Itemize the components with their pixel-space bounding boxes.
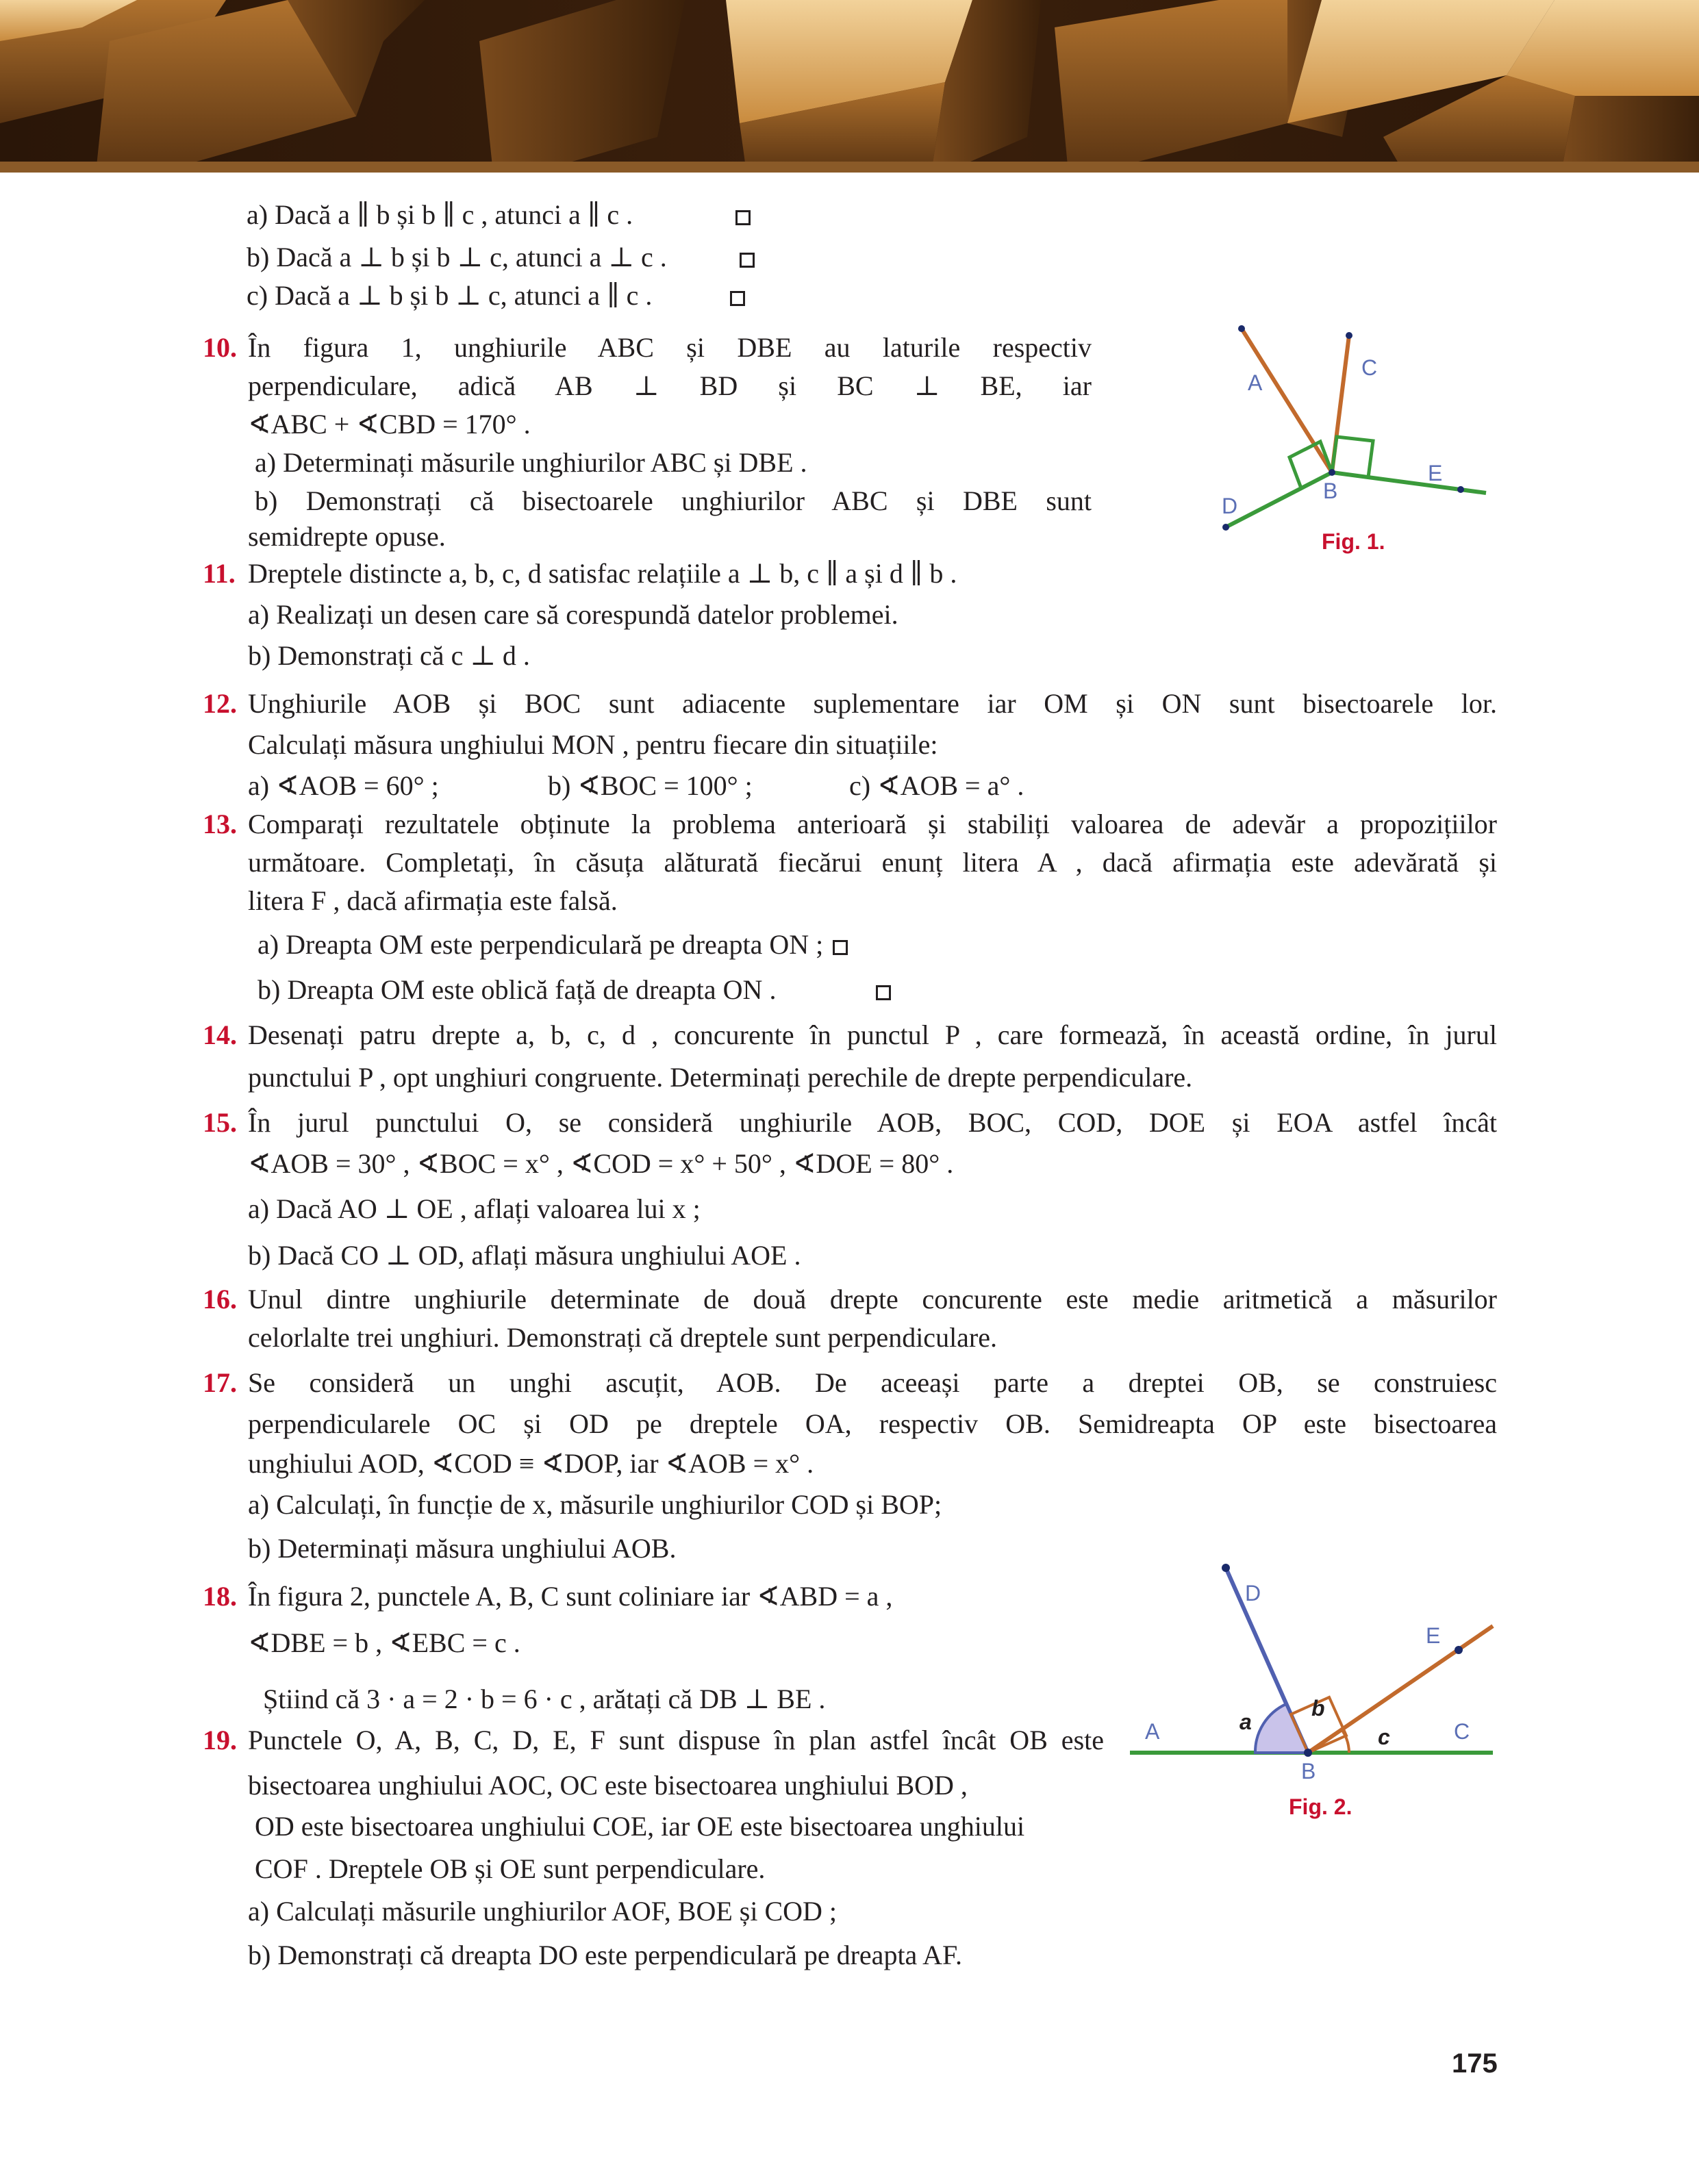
p10-line: b) Demonstrați că bisectoarele unghiurilor ABC și DBE sunt — [255, 485, 1092, 516]
p10-line: a) Determinați măsurile unghiurilor ABC și DBE . — [255, 447, 807, 478]
label-c: C — [1454, 1719, 1470, 1744]
p11-line: a) Realizați un desen care să corespundă datelor problemei. — [248, 599, 898, 630]
p11-line: Dreptele distincte a, b, c, d satisfac relațiile a ⊥ b, c ∥ a și d ∥ b . — [248, 558, 957, 589]
p13-line: Comparați rezultatele obținute la problema anterioară și stabiliți valoarea de adevăr a propozițiilor — [248, 809, 1497, 839]
label-e: E — [1426, 1623, 1441, 1648]
p9-option-b — [247, 240, 755, 275]
answer-checkbox[interactable] — [735, 210, 751, 225]
figure-caption: Fig. 2. — [1289, 1794, 1352, 1819]
point-marker — [1222, 524, 1229, 531]
p19-line: OD este bisectoarea unghiului COE, iar OE este bisectoarea unghiului — [255, 1811, 1025, 1842]
p9-option-c-text: c) Dacă a ⊥ b și b ⊥ c, atunci a ∥ c . — [247, 280, 653, 311]
p10-line: semidrepte opuse. — [248, 521, 446, 552]
label-b: B — [1323, 479, 1338, 503]
p19-line: COF . Dreptele OB și OE sunt perpendiculare. — [255, 1853, 766, 1884]
p19-case-a: a) Calculați măsurile unghiurilor AOF, BOE și COD ; — [248, 1896, 838, 1927]
p18-line: În figura 2, punctele A, B, C sunt coliniare iar ∢ABD = a , — [248, 1581, 893, 1612]
label-a: A — [1248, 370, 1263, 395]
p13-line: litera F , dacă afirmația este falsă. — [248, 885, 618, 916]
label-d: D — [1222, 494, 1238, 518]
p9-option-c — [247, 278, 745, 314]
angle-c-marker — [1342, 1729, 1349, 1753]
p12-case-a: a) ∢AOB = 60° ; — [248, 770, 439, 801]
p15-line: În jurul punctului O, se consideră unghiurile AOB, BOC, COD, DOE și EOA astfel încât — [248, 1107, 1497, 1138]
p19-line: Punctele O, A, B, C, D, E, F sunt dispuse în plan astfel încât OB este — [248, 1725, 1104, 1755]
p11-line: b) Demonstrați că c ⊥ d . — [248, 640, 530, 671]
p17-case-a: a) Calculați, în funcție de x, măsurile unghiurilor COD și BOP; — [248, 1489, 942, 1520]
label-d: D — [1245, 1581, 1261, 1605]
point-marker — [1238, 325, 1245, 332]
problem-number: 18. — [203, 1581, 237, 1612]
p14-line: punctului P , opt unghiuri congruente. Determinați perechile de drepte perpendiculare. — [248, 1062, 1193, 1093]
page-number: 175 — [1452, 2048, 1498, 2079]
angle-label-a: a — [1239, 1710, 1252, 1734]
point-marker — [1222, 1564, 1230, 1572]
p17-case-b: b) Determinați măsura unghiului AOB. — [248, 1533, 677, 1564]
p19-line: bisectoarea unghiului AOC, OC este bisectoarea unghiului BOD , — [248, 1770, 968, 1801]
p18-line: ∢DBE = b , ∢EBC = c . — [248, 1627, 520, 1658]
p13-option-b-text: b) Dreapta OM este oblică față de dreapta ON . — [257, 974, 777, 1005]
p15-case-a: a) Dacă AO ⊥ OE , aflați valoarea lui x ; — [248, 1193, 701, 1224]
p12-line: Unghiurile AOB și BOC sunt adiacente suplementare iar OM și ON sunt bisectoarele lor. — [248, 688, 1497, 719]
label-e: E — [1428, 461, 1443, 485]
p13-option-b — [257, 972, 891, 1008]
answer-checkbox[interactable] — [876, 985, 891, 1000]
point-marker — [1346, 332, 1352, 339]
label-b: B — [1301, 1759, 1316, 1783]
p17-line: Se consideră un unghi ascuțit, AOB. De aceeași parte a dreptei OB, se construiesc — [248, 1367, 1497, 1398]
p17-line: unghiului AOD, ∢COD ≡ ∢DOP, iar ∢AOB = x° . — [248, 1448, 814, 1479]
p13-line: următoare. Completați, în căsuța alăturată fiecărui enunț litera A , dacă afirmația este adevărată și — [248, 847, 1497, 878]
right-angle-marker — [1332, 437, 1373, 477]
figure-1 — [1212, 322, 1500, 561]
label-a: A — [1145, 1719, 1160, 1744]
p12-case-c: c) ∢AOB = a° . — [849, 770, 1024, 801]
point-marker — [1455, 1646, 1463, 1654]
figure-2 — [1123, 1561, 1507, 1835]
problem-number: 13. — [203, 809, 237, 839]
p10-line: ∢ABC + ∢CBD = 170° . — [248, 409, 531, 440]
angle-label-c: c — [1378, 1725, 1390, 1749]
point-marker — [1457, 486, 1464, 493]
p15-case-b: b) Dacă CO ⊥ OD, aflați măsura unghiului AOE . — [248, 1240, 801, 1271]
p19-case-b: b) Demonstrați că dreapta DO este perpendiculară pe dreapta AF. — [248, 1940, 963, 1970]
problem-number: 15. — [203, 1107, 237, 1138]
figure-caption: Fig. 1. — [1322, 529, 1385, 554]
problem-number: 12. — [203, 688, 237, 719]
angle-label-b: b — [1311, 1696, 1325, 1720]
p9-option-b-text: b) Dacă a ⊥ b și b ⊥ c, atunci a ⊥ c . — [247, 242, 667, 272]
p12-case-b: b) ∢BOC = 100° ; — [548, 770, 753, 801]
label-c: C — [1361, 355, 1378, 380]
p12-line: Calculați măsura unghiului MON , pentru fiecare din situațiile: — [248, 729, 938, 760]
p9-option-a — [247, 197, 751, 233]
p13-option-a — [257, 927, 848, 963]
problem-number: 19. — [203, 1725, 237, 1755]
problem-number: 10. — [203, 332, 237, 363]
answer-checkbox[interactable] — [740, 253, 755, 268]
answer-checkbox[interactable] — [833, 940, 848, 955]
p13-option-a-text: a) Dreapta OM este perpendiculară pe dreapta ON ; — [257, 929, 824, 960]
p16-line: Unul dintre unghiurile determinate de două drepte concurente este medie aritmetică a măsurilor — [248, 1284, 1497, 1315]
problem-number: 17. — [203, 1367, 237, 1398]
p18-line: Știind că 3 · a = 2 · b = 6 · c , arătați că DB ⊥ BE . — [263, 1684, 826, 1714]
p10-line: perpendiculare, adică AB ⊥ BD și BC ⊥ BE, iar — [248, 370, 1092, 401]
point-marker — [1329, 469, 1335, 476]
p15-line: ∢AOB = 30° , ∢BOC = x° , ∢COD = x° + 50° , ∢DOE = 80° . — [248, 1148, 954, 1179]
problem-number: 16. — [203, 1284, 237, 1315]
p17-line: perpendicularele OC și OD pe dreptele OA, respectiv OB. Semidreapta OP este bisectoarea — [248, 1408, 1497, 1439]
problem-number: 11. — [203, 558, 236, 589]
p16-line: celorlalte trei unghiuri. Demonstrați că dreptele sunt perpendiculare. — [248, 1322, 998, 1353]
ray-ba — [1242, 329, 1332, 472]
p9-option-a-text: a) Dacă a ∥ b și b ∥ c , atunci a ∥ c . — [247, 199, 633, 230]
answer-checkbox[interactable] — [730, 291, 745, 306]
problem-number: 14. — [203, 1019, 237, 1050]
point-marker — [1304, 1749, 1312, 1757]
p14-line: Desenați patru drepte a, b, c, d , concurente în punctul P , care formează, în această ordine, în jurul — [248, 1019, 1497, 1050]
p10-line: În figura 1, unghiurile ABC și DBE au laturile respectiv — [248, 332, 1092, 363]
